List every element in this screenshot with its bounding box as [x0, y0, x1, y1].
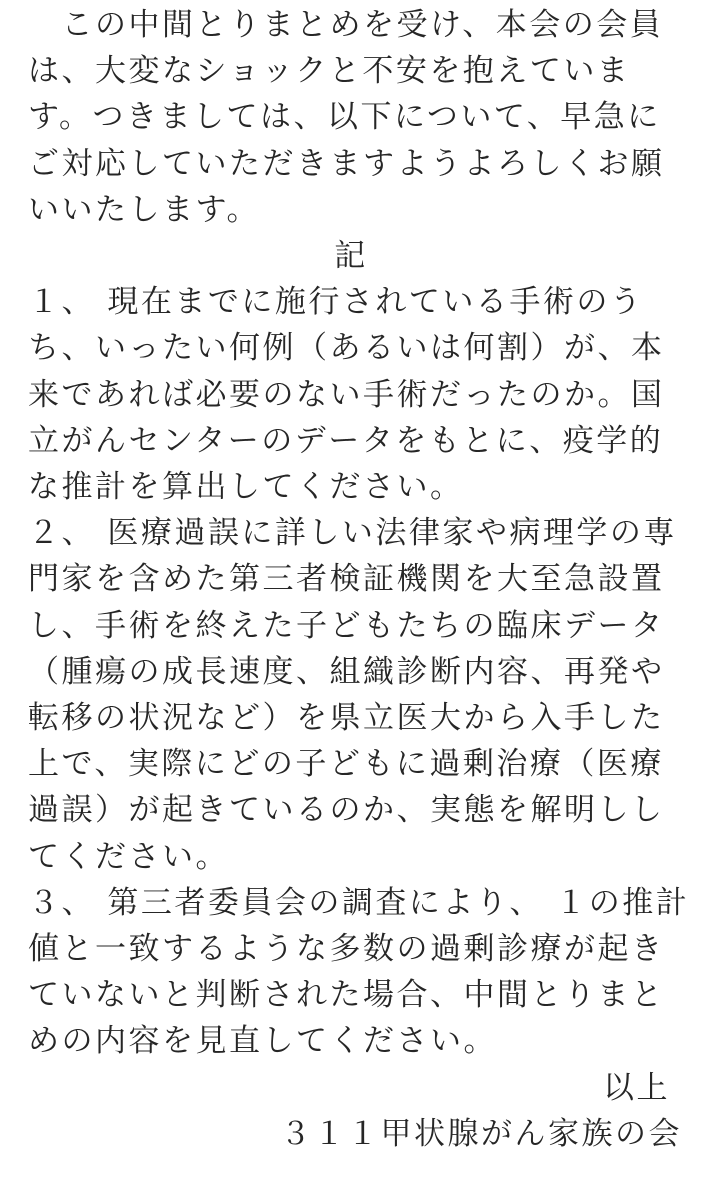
item-2-line-2: 門家を含めた第三者検証機関を大至急設置	[28, 561, 665, 598]
intro-line-2: は、大変なショックと不安を抱えていま	[28, 53, 631, 90]
item-1-line-4: 立がんセンターのデータをもとに、疫学的	[28, 422, 664, 459]
item-2-line-4: （腫瘍の成長速度、組織診断内容、再発や	[28, 653, 665, 690]
intro-line-3: す。つきましては、以下について、早急に	[28, 99, 661, 136]
closing-ijo: 以上	[603, 1069, 670, 1106]
item-2-line-8: てください。	[28, 838, 229, 875]
item-1-line-2: ち、いったい何例（あるいは何割）が、本	[28, 330, 665, 367]
intro-line-1: この中間とりまとめを受け、本会の会員	[28, 7, 664, 43]
section-heading-ki: 記	[334, 238, 368, 274]
item-3-line-3: ていないと判断された場合、中間とりまと	[28, 977, 665, 1014]
intro-line-4: ご対応していただきますようよろしくお願	[28, 145, 665, 182]
item-3-line-2: 値と一致するような多数の過剰診療が起き	[28, 931, 665, 967]
item-2-line-6: 上で、実際にどの子どもに過剰治療（医療	[28, 746, 664, 783]
item-3-line-4: めの内容を見直してください。	[28, 1023, 497, 1060]
item-2-line-3: し、手術を終えた子どもたちの臨床データ	[28, 607, 665, 644]
item-1-line-3: 来であれば必要のない手術だったのか。国	[28, 376, 665, 413]
signature-cut-off: ３１１甲状腺がん家族の会	[280, 1115, 682, 1152]
item-1-line-5: な推計を算出してください。	[28, 469, 464, 505]
intro-line-5: いいたします。	[28, 191, 261, 228]
item-2-line-7: 過誤）が起きているのか、実態を解明しし	[28, 792, 665, 829]
item-2-line-1: ２、 医療過誤に詳しい法律家や病理学の専	[28, 515, 677, 552]
item-1-line-1: １、 現在までに施行されている手術のう	[28, 284, 644, 321]
item-3-line-1: ３、 第三者委員会の調査により、 １の推計	[28, 884, 690, 921]
item-2-line-5: 転移の状況など）を県立医大から入手した	[28, 700, 665, 736]
